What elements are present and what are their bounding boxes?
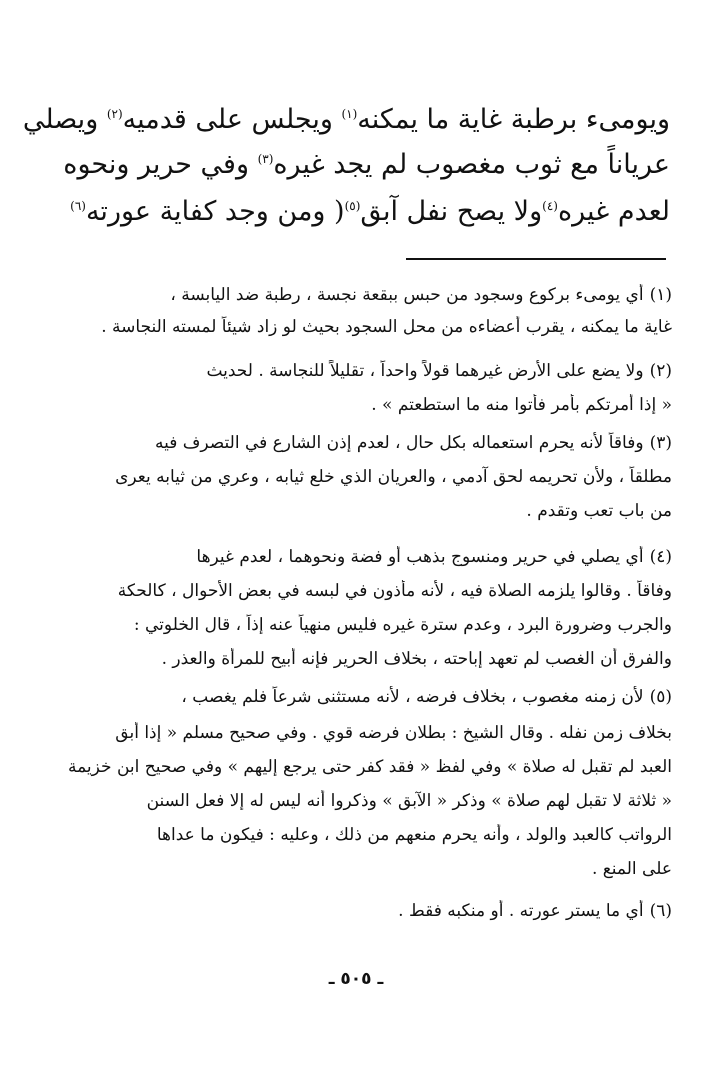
footnote-text: وفاقاً . وقالوا يلزمه الصلاة فيه ، لأنه مأذون في لبسه في بعض الأحوال ، كالحكة <box>117 581 672 601</box>
footnote-5-line <box>68 756 672 778</box>
main-text-line <box>60 151 670 179</box>
footnote-text: والجرب وضرورة البرد ، وعدم سترة غيره فليس منهياً عنه إذاً ، قال الخلوتي : <box>133 615 672 635</box>
footnote-text: أي يومىء بركوع وسجود من حبس ببقعة نجسة ، رطبة ضد اليابسة ، <box>170 285 644 305</box>
footnote-5-line <box>68 858 672 880</box>
footnote-text: غاية ما يمكنه ، يقرب أعضاءه من محل السجود بحيث لو زاد شيئاً لمسته النجاسة . <box>101 317 672 337</box>
footnote-text: من باب تعب وتقدم . <box>526 501 672 521</box>
main-text-segment: ويومىء برطبة غاية ما يمكنه <box>357 104 670 135</box>
main-text-segment: لعدم غيره <box>557 196 670 227</box>
footnote-5-line <box>68 686 672 708</box>
footnote-5-line <box>68 790 672 812</box>
main-text-segment: ( ومن وجد كفاية عورته <box>85 196 345 227</box>
main-text-segment: ويصلي <box>22 104 107 135</box>
footnote-1-line <box>68 284 672 306</box>
footnote-number: (٢) <box>649 361 672 381</box>
main-text-line <box>22 104 670 135</box>
footnote-text: العبد لم تقبل له صلاة » وفي لفظ « فقد كفر حتى يرجع إليهم » وفي صحيح ابن خزيمة <box>68 757 672 777</box>
footnote-number: (٣) <box>649 433 672 453</box>
footnote-text: على المنع . <box>591 859 672 879</box>
main-text-segment: ولا يصح نفل آبق <box>360 196 543 227</box>
footnote-number: (٥) <box>649 687 672 707</box>
footnote-text: « إذا أمرتكم بأمر فأتوا منه ما استطعتم » . <box>371 395 672 415</box>
footnote-text: مطلقاً ، ولأن تحريمه لحق آدمي ، والعريان الذي خلع ثيابه ، وعري من ثيابه يعرى <box>115 467 672 487</box>
footnote-3-line <box>68 432 672 454</box>
footnote-4-line <box>68 546 672 568</box>
page-number: ـ ٥٠٥ ـ <box>328 969 384 989</box>
footnote-text: وفاقاً لأنه يحرم استعماله بكل حال ، لعدم إذن الشارع في التصرف فيه <box>154 433 644 453</box>
footnote-text: والفرق أن الغصب لم تعهد إباحته ، بخلاف الحرير فإنه أبيح للمرأة والعذر . <box>161 649 672 669</box>
footnote-3-line <box>68 466 672 488</box>
footnote-text: بخلاف زمن نفله . وقال الشيخ : بطلان فرضه قوي . وفي صحيح مسلم « إذا أبق <box>115 723 672 743</box>
main-text-segment: ويجلس على قدميه <box>122 104 342 135</box>
footnote-4-line <box>68 580 672 602</box>
main-text-segment: عرياناً مع ثوب مغصوب لم يجد غيره <box>273 149 670 180</box>
footnote-text: أي يصلي في حرير ومنسوج بذهب أو فضة ونحوهما ، لعدم غيرها <box>196 547 644 567</box>
footnote-ref: (٦) <box>70 199 86 213</box>
footnote-text: أي ما يستر عورته . أو منكبه فقط . <box>398 901 644 921</box>
footnote-ref: (٢) <box>106 107 123 121</box>
footnote-4-line <box>68 614 672 636</box>
footnote-1-line <box>68 316 672 338</box>
footnote-6-line <box>68 900 672 922</box>
footnote-text: ولا يضع على الأرض غيرهما قولاً واحداً ، تقليلاً للنجاسة . لحديث <box>206 361 644 381</box>
footnote-5-line <box>68 824 672 846</box>
main-text-segment: وفي حرير ونحوه <box>63 149 258 180</box>
footnote-number: (٤) <box>649 547 672 567</box>
footnote-2-line <box>68 360 672 382</box>
footnote-4-line <box>68 648 672 670</box>
footnote-separator <box>406 258 666 260</box>
footnote-ref: (١) <box>341 107 358 121</box>
footnote-number: (٦) <box>649 901 672 921</box>
footnote-ref: (٥) <box>344 199 361 213</box>
main-text-line <box>60 198 670 226</box>
footnote-2-line <box>68 394 672 416</box>
footnote-5-line <box>68 722 672 744</box>
footnote-number: (١) <box>649 285 672 305</box>
footnote-text: « ثلاثة لا تقبل لهم صلاة » وذكر « الآبق » وذكروا أنه ليس له إلا فعل السنن <box>146 791 672 811</box>
footnote-ref: (٤) <box>542 199 558 213</box>
footnote-text: لأن زمنه مغصوب ، بخلاف فرضه ، لأنه مستثنى شرعاً فلم يغصب ، <box>181 687 644 707</box>
footnote-ref: (٣) <box>257 152 274 166</box>
footnote-3-line <box>68 500 672 522</box>
footnote-text: الرواتب كالعبد والولد ، وأنه يحرم منعهم من ذلك ، وعليه : فيكون ما عداها <box>156 825 672 845</box>
